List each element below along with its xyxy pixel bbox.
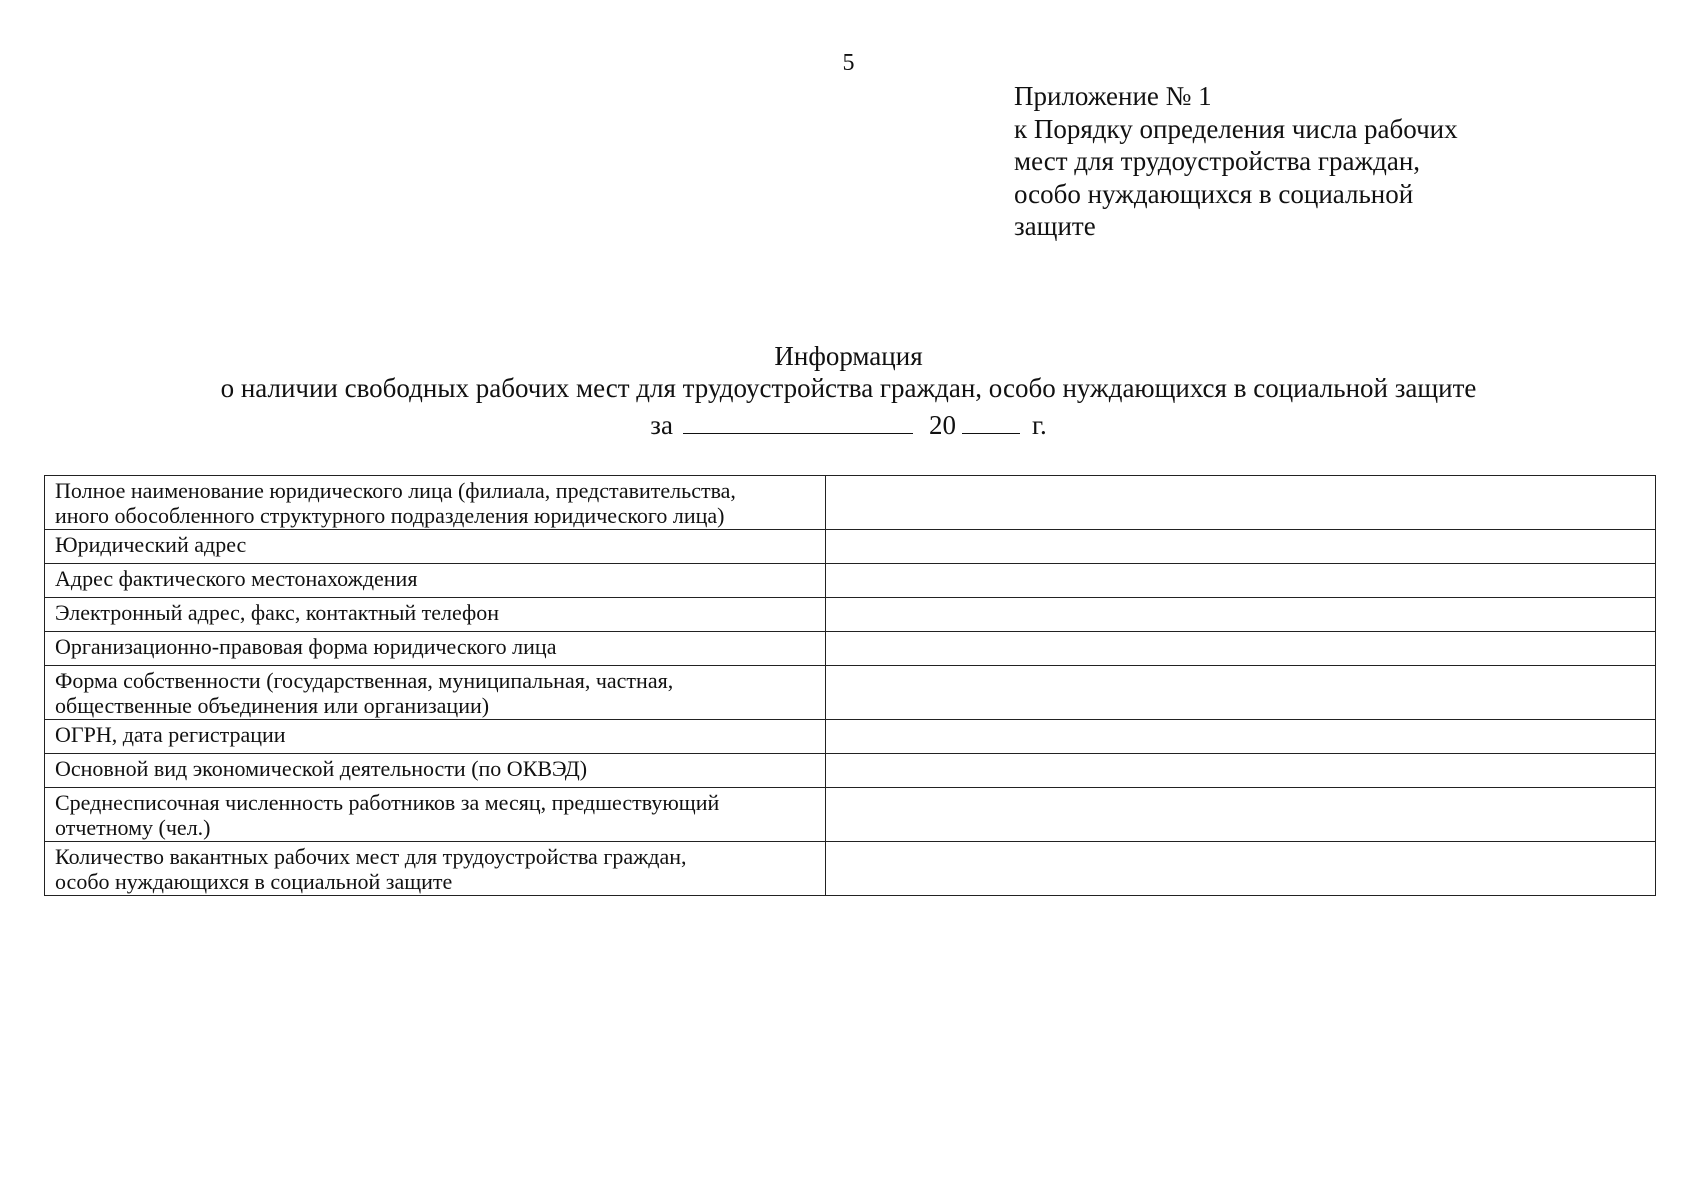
- page-number: 5: [842, 50, 855, 76]
- field-label: [45, 598, 826, 632]
- field-label: [45, 788, 826, 842]
- table-row: [45, 666, 1656, 720]
- table-row: [45, 598, 1656, 632]
- field-label: [45, 564, 826, 598]
- field-label-line: Адрес фактического местонахождения: [55, 566, 418, 591]
- field-label-line: Количество вакантных рабочих мест для трудоустройства граждан,: [55, 844, 687, 869]
- field-value-cell[interactable]: [826, 564, 1656, 598]
- field-label-line: Среднесписочная численность работников за месяц, предшествующий: [55, 790, 720, 815]
- table-row: [45, 530, 1656, 564]
- field-label-line: особо нуждающихся в социальной защите: [55, 869, 453, 894]
- field-value-cell[interactable]: [826, 720, 1656, 754]
- table-row: [45, 788, 1656, 842]
- field-value-cell[interactable]: [826, 598, 1656, 632]
- document-heading: [0, 340, 1697, 404]
- appendix-line: особо нуждающихся в социальной: [1014, 178, 1414, 209]
- table-row: [45, 476, 1656, 530]
- field-label: [45, 842, 826, 896]
- field-value-cell[interactable]: [826, 666, 1656, 720]
- field-label: [45, 720, 826, 754]
- field-value-cell[interactable]: [826, 842, 1656, 896]
- field-label: [45, 632, 826, 666]
- field-label-line: Организационно-правовая форма юридического лица: [55, 634, 557, 659]
- period-suffix: г.: [1031, 410, 1047, 440]
- field-label-line: Форма собственности (государственная, муниципальная, частная,: [55, 668, 674, 693]
- period-prefix: за: [650, 410, 673, 440]
- field-value-cell[interactable]: [826, 632, 1656, 666]
- table-row: [45, 564, 1656, 598]
- field-label: [45, 754, 826, 788]
- organization-info-table: [44, 475, 1656, 896]
- field-label: [45, 530, 826, 564]
- table-row: [45, 720, 1656, 754]
- field-label-line: Основной вид экономической деятельности (по ОКВЭД): [55, 756, 588, 781]
- field-label-line: Полное наименование юридического лица (филиала, представительства,: [55, 478, 736, 503]
- field-value-cell[interactable]: [826, 530, 1656, 564]
- year-blank[interactable]: [962, 407, 1020, 434]
- field-label-line: общественные объединения или организации): [55, 693, 490, 718]
- document-title: Информация: [774, 341, 923, 371]
- field-label-line: Юридический адрес: [55, 532, 247, 557]
- table-row: [45, 632, 1656, 666]
- field-value-cell[interactable]: [826, 476, 1656, 530]
- appendix-line: Приложение № 1: [1014, 81, 1212, 111]
- month-blank[interactable]: [683, 407, 913, 434]
- field-label-line: ОГРН, дата регистрации: [55, 722, 286, 747]
- year-prefix: 20: [928, 410, 956, 440]
- appendix-line: к Порядку определения числа рабочих: [1014, 113, 1458, 144]
- field-value-cell[interactable]: [826, 788, 1656, 842]
- appendix-line: мест для трудоустройства граждан,: [1014, 146, 1421, 176]
- field-value-cell[interactable]: [826, 754, 1656, 788]
- field-label-line: отчетному (чел.): [55, 815, 211, 840]
- document-subtitle: о наличии свободных рабочих мест для трудоустройства граждан, особо нуждающихся в социальной защите: [220, 373, 1477, 403]
- table-row: [45, 842, 1656, 896]
- appendix-reference: [1014, 80, 1574, 243]
- reporting-period: [0, 407, 1697, 441]
- field-label-line: иного обособленного структурного подразделения юридического лица): [55, 503, 725, 528]
- table-row: [45, 754, 1656, 788]
- field-label: [45, 666, 826, 720]
- field-label: [45, 476, 826, 530]
- appendix-line: защите: [1014, 211, 1096, 241]
- field-label-line: Электронный адрес, факс, контактный телефон: [55, 600, 500, 625]
